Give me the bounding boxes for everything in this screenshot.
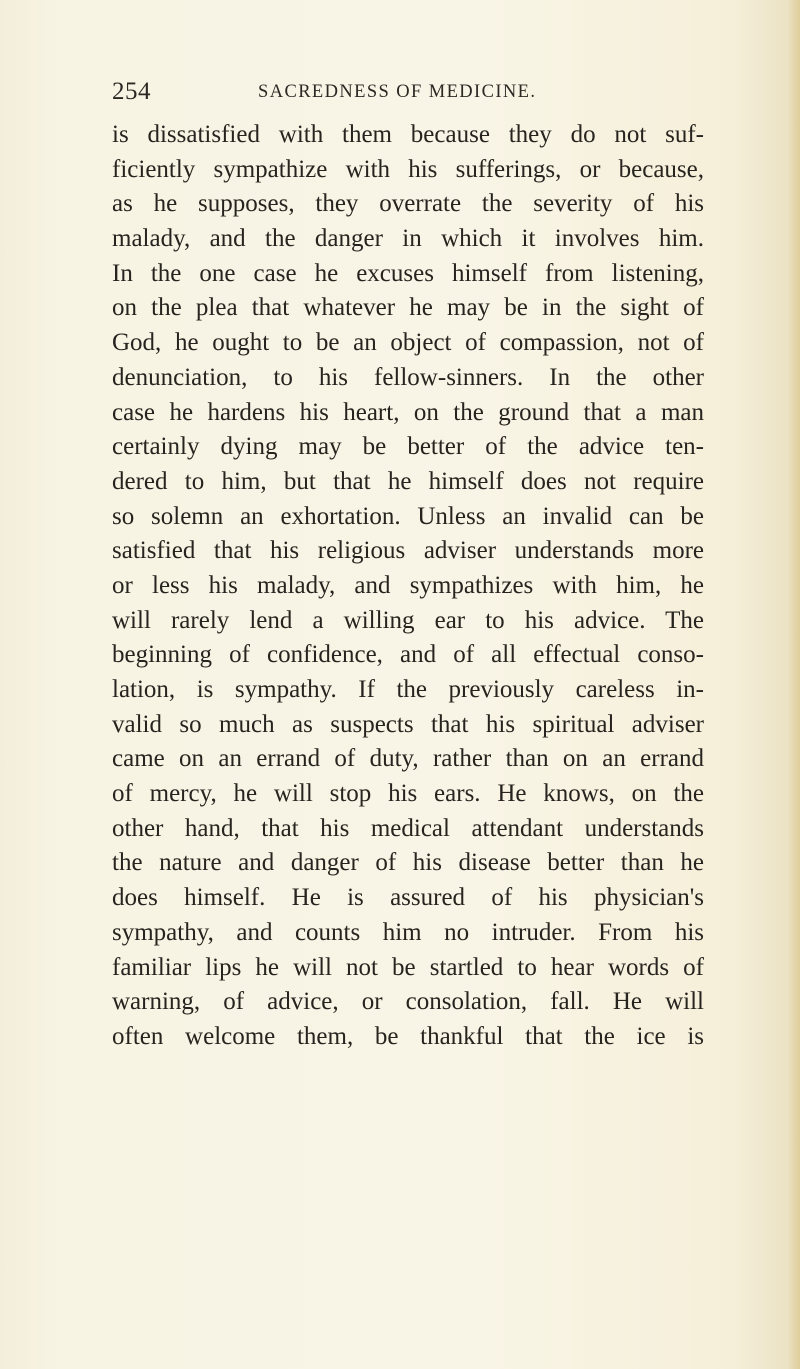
- body-text: [112, 118, 704, 1055]
- page-edge-shadow: [788, 0, 800, 1369]
- text-line: lation, is sympathy. If the previously careless in-: [112, 676, 704, 703]
- text-line: the nature and danger of his disease better than he: [112, 849, 704, 877]
- text-line: dered to him, but that he himself does not require: [112, 467, 704, 495]
- text-line: is dissatisfied with them because they do not suf-: [112, 121, 704, 148]
- text-line: satisfied that his religious adviser understands more: [112, 537, 704, 565]
- running-head: SACREDNESS OF MEDICINE.: [258, 82, 537, 102]
- text-line: ficiently sympathize with his sufferings, or because,: [112, 155, 704, 183]
- text-line: denunciation, to his fellow-sinners. In the other: [112, 363, 704, 391]
- text-line: warning, of advice, or consolation, fall. He will: [112, 988, 704, 1016]
- text-line: or less his malady, and sympathizes with him, he: [112, 571, 704, 599]
- text-line: God, he ought to be an object of compassion, not of: [112, 329, 704, 357]
- text-line: beginning of confidence, and of all effectual conso-: [112, 641, 704, 669]
- text-line: case he hardens his heart, on the ground that a man: [112, 398, 704, 426]
- text-line: In the one case he excuses himself from listening,: [112, 259, 704, 287]
- text-line: came on an errand of duty, rather than on an errand: [112, 745, 704, 773]
- text-line: certainly dying may be better of the advice ten-: [112, 433, 704, 461]
- text-line: valid so much as suspects that his spiritual adviser: [112, 710, 704, 738]
- text-line: often welcome them, be thankful that the ice is: [112, 1022, 704, 1050]
- text-line: does himself. He is assured of his physician's: [112, 884, 704, 912]
- text-line: of mercy, he will stop his ears. He knows, on the: [112, 780, 704, 808]
- text-line: on the plea that whatever he may be in the sight of: [112, 294, 704, 322]
- text-line: so solemn an exhortation. Unless an invalid can be: [112, 502, 704, 530]
- page-header: [112, 78, 672, 108]
- text-line: familiar lips he will not be startled to hear words of: [112, 953, 704, 981]
- text-line: other hand, that his medical attendant understands: [112, 814, 704, 842]
- text-line: as he supposes, they overrate the severity of his: [112, 190, 704, 218]
- text-line: will rarely lend a willing ear to his advice. The: [112, 606, 704, 634]
- page-number: 254: [112, 78, 151, 105]
- text-line: malady, and the danger in which it involves him.: [112, 225, 704, 253]
- text-line: sympathy, and counts him no intruder. From his: [112, 918, 704, 946]
